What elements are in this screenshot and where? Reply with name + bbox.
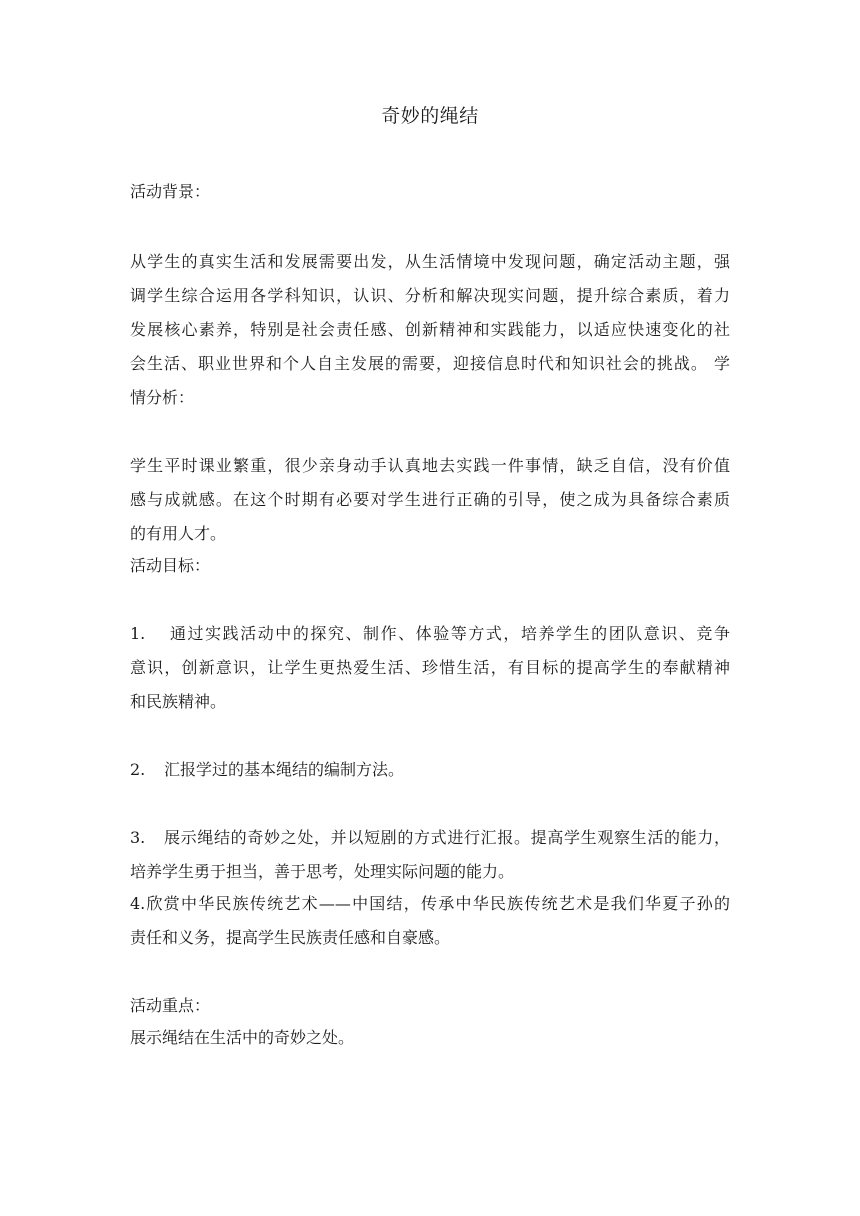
goal-item-2-text: 汇报学过的基本绳结的编制方法。: [164, 760, 405, 779]
background-line-5: 情分析：: [130, 388, 195, 407]
background-line-3: 发展核心素养，特别是社会责任感、创新精神和实践能力，以适应快速变化的社: [130, 320, 730, 339]
analysis-line-1: 学生平时课业繁重，很少亲身动手认真地去实践一件事情，缺乏自信，没有价值: [130, 456, 730, 475]
goal-item-3-first-line: [130, 822, 730, 854]
background-heading: 活动背景：: [130, 182, 211, 201]
goal-item-1-number: 1.: [130, 624, 146, 643]
goal-item-3-line-2: 培养学生勇于担当，善于思考，处理实际问题的能力。: [130, 862, 515, 881]
goal-item-4-line-1: 4.欣赏中华民族传统艺术——中国结，传承中华民族传统艺术是我们华夏子孙的: [130, 894, 730, 913]
background-line-2: 调学生综合运用各学科知识，认识、分析和解决现实问题，提升综合素质，着力: [130, 286, 730, 305]
analysis-line-3: 的有用人才。: [130, 524, 227, 543]
background-line-4: 会生活、职业世界和个人自主发展的需要，迎接信息时代和知识社会的挑战。 学: [130, 354, 730, 373]
goal-item-2: [130, 754, 730, 786]
analysis-line-2: 感与成就感。在这个时期有必要对学生进行正确的引导，使之成为具备综合素质: [130, 490, 730, 509]
goal-item-1-first-line: [130, 618, 730, 650]
goal-item-1-line-2: 意识，创新意识，让学生更热爱生活、珍惜生活，有目标的提高学生的奉献精神: [130, 658, 730, 677]
background-line-1: 从学生的真实生活和发展需要出发，从生活情境中发现问题，确定活动主题，强: [130, 252, 730, 271]
focus-text: 展示绳结在生活中的奇妙之处。: [130, 1028, 355, 1047]
goals-heading: 活动目标：: [130, 556, 211, 575]
goal-item-2-number: 2.: [130, 760, 146, 779]
goal-item-1-line-3: 和民族精神。: [130, 692, 227, 711]
goal-item-3-line-1: 展示绳结的奇妙之处，并以短剧的方式进行汇报。提高学生观察生活的能力，: [164, 828, 730, 847]
goal-item-1-line-1: 通过实践活动中的探究、制作、体验等方式，培养学生的团队意识、竞争: [170, 624, 730, 643]
document-title: 奇妙的绳结: [381, 105, 479, 127]
goal-item-4-line-2: 责任和义务，提高学生民族责任感和自豪感。: [130, 928, 451, 947]
focus-heading: 活动重点：: [130, 996, 211, 1015]
goal-item-3-number: 3.: [130, 828, 146, 847]
